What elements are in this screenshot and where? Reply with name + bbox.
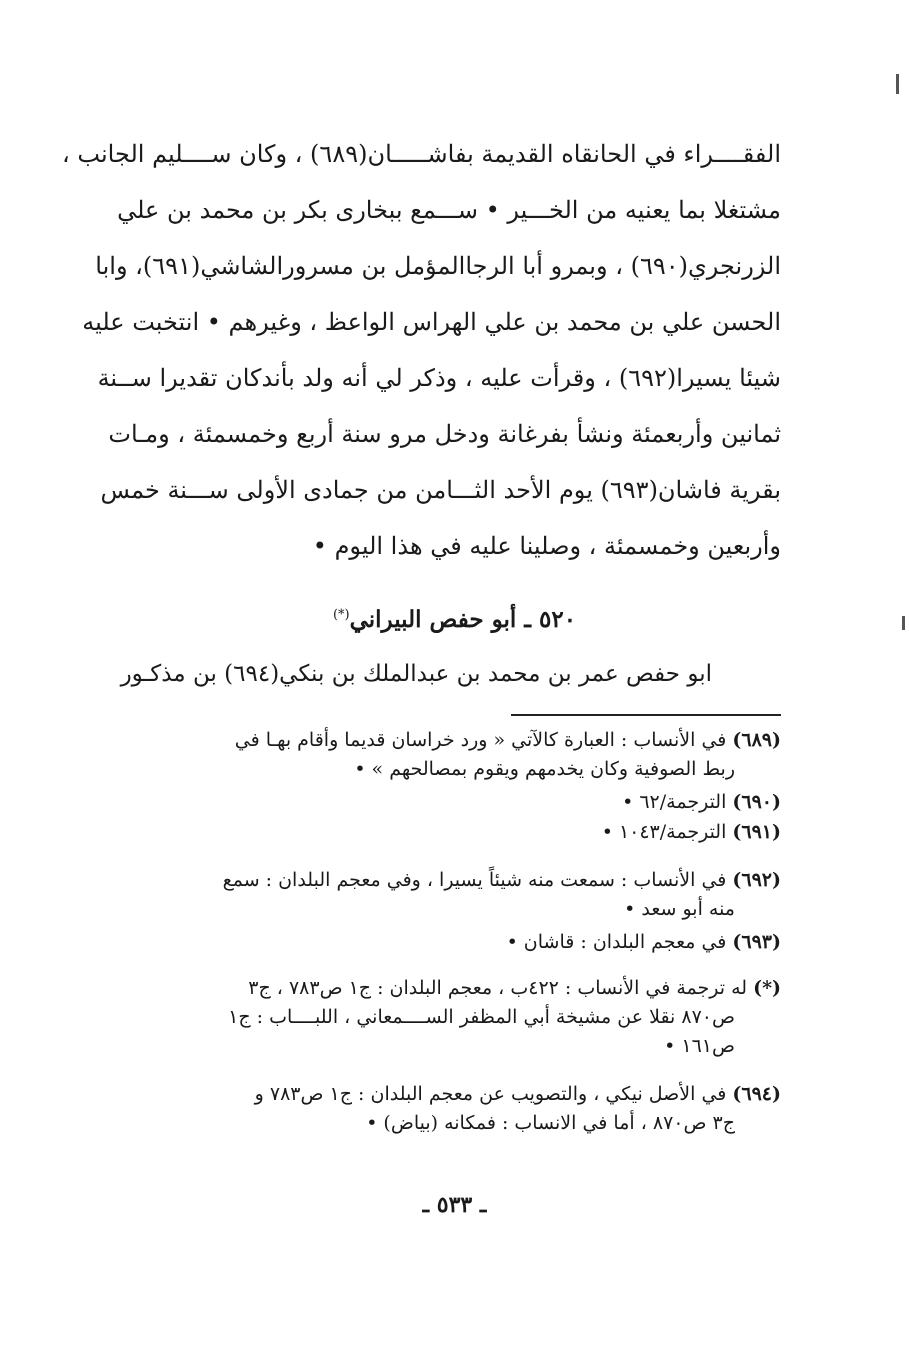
footnote-number: (٦٩٣) (732, 931, 781, 953)
body-line: الزرنجري(٦٩٠) ، وبمرو أبا الرجاالمؤمل بن مسرورالشاشي(٦٩١)، وابا (95, 252, 781, 280)
entry-heading-mark: (*) (332, 607, 350, 623)
scan-mark (902, 616, 905, 630)
footnote-694 (129, 1080, 781, 1138)
footnote-text: الترجمة/٦٢ • (622, 791, 727, 813)
footnote-690 (129, 788, 781, 817)
body-line: بقرية فاشان(٦٩٣) يوم الأحد الثـــامن من جمادى الأولى ســـنة خمس (100, 476, 781, 504)
footnote-star (129, 974, 781, 1061)
footnote-number: (٦٩٢) (732, 869, 781, 891)
footnote-text: ص١٦١ • (664, 1035, 735, 1057)
footnote-text: ج٣ ص٨٧٠ ، أما في الانساب : فمكانه (بياض) • (366, 1112, 735, 1134)
footnote-number: (*) (753, 977, 781, 999)
footnote-number: (٦٩٤) (732, 1083, 781, 1105)
body-line: مشتغلا بما يعنيه من الخـــير • ســـمع ببخارى بكر بن محمد بن علي (117, 196, 781, 224)
footnote-text: في الأنساب : سمعت منه شيئاً يسيرا ، وفي معجم البلدان : سمع (222, 869, 727, 891)
footnote-separator (511, 714, 781, 716)
footnote-text: في الأصل نيكي ، والتصويب عن معجم البلدان : ج١ ص٧٨٣ و (254, 1083, 727, 1105)
body-line: شيئا يسيرا(٦٩٢) ، وقرأت عليه ، وذكر لي أنه ولد بأندكان تقديرا ســنة (97, 364, 781, 392)
footnote-text: له ترجمة في الأنساب : ٤٢٢ب ، معجم البلدان : ج١ ص٧٨٣ ، ج٣ (248, 977, 748, 999)
footnote-number: (٦٩٠) (732, 791, 781, 813)
entry-heading-text: ٥٢٠ ـ أبو حفص البيراني (349, 606, 577, 633)
footnote-number: (٦٩١) (732, 821, 781, 843)
footnote-693 (129, 928, 781, 957)
body-line: ثمانين وأربعمئة ونشأ بفرغانة ودخل مرو سنة أربع وخمسمئة ، ومـات (108, 420, 781, 448)
footnote-text: الترجمة/١٠٤٣ • (601, 821, 727, 843)
entry-bio-line: ابو حفص عمر بن محمد بن عبدالملك بن بنكي(٦٩٤) بن مذكـور (120, 661, 712, 687)
footnote-691 (129, 818, 781, 847)
scan-mark (896, 74, 899, 94)
footnote-text: ربط الصوفية وكان يخدمهم ويقوم بمصالحهم » • (354, 758, 735, 780)
page-number: ـ ٥٣٣ ـ (422, 1192, 487, 1218)
body-line: الفقــــراء في الحانقاه القديمة بفاشـــــان(٦٨٩) ، وكان ســــليم الجانب ، (62, 140, 781, 168)
footnote-text: في معجم البلدان : قاشان • (506, 931, 727, 953)
body-line: الحسن علي بن محمد بن علي الهراس الواعظ ، وغيرهم • انتخبت عليه (82, 308, 781, 336)
footnote-text: منه أبو سعد • (624, 898, 735, 920)
entry-heading (0, 606, 909, 633)
footnote-692 (129, 866, 781, 924)
footnote-text: في الأنساب : العبارة كالآتي « ورد خراسان قديما وأقام بهـا في (234, 729, 727, 751)
footnote-text: ص٨٧٠ نقلا عن مشيخة أبي المظفر الســــمعاني ، اللبــــاب : ج١ (228, 1006, 735, 1028)
footnote-number: (٦٨٩) (732, 729, 781, 751)
body-line: وأربعين وخمسمئة ، وصلينا عليه في هذا اليوم • (312, 532, 781, 560)
footnote-689 (129, 726, 781, 784)
